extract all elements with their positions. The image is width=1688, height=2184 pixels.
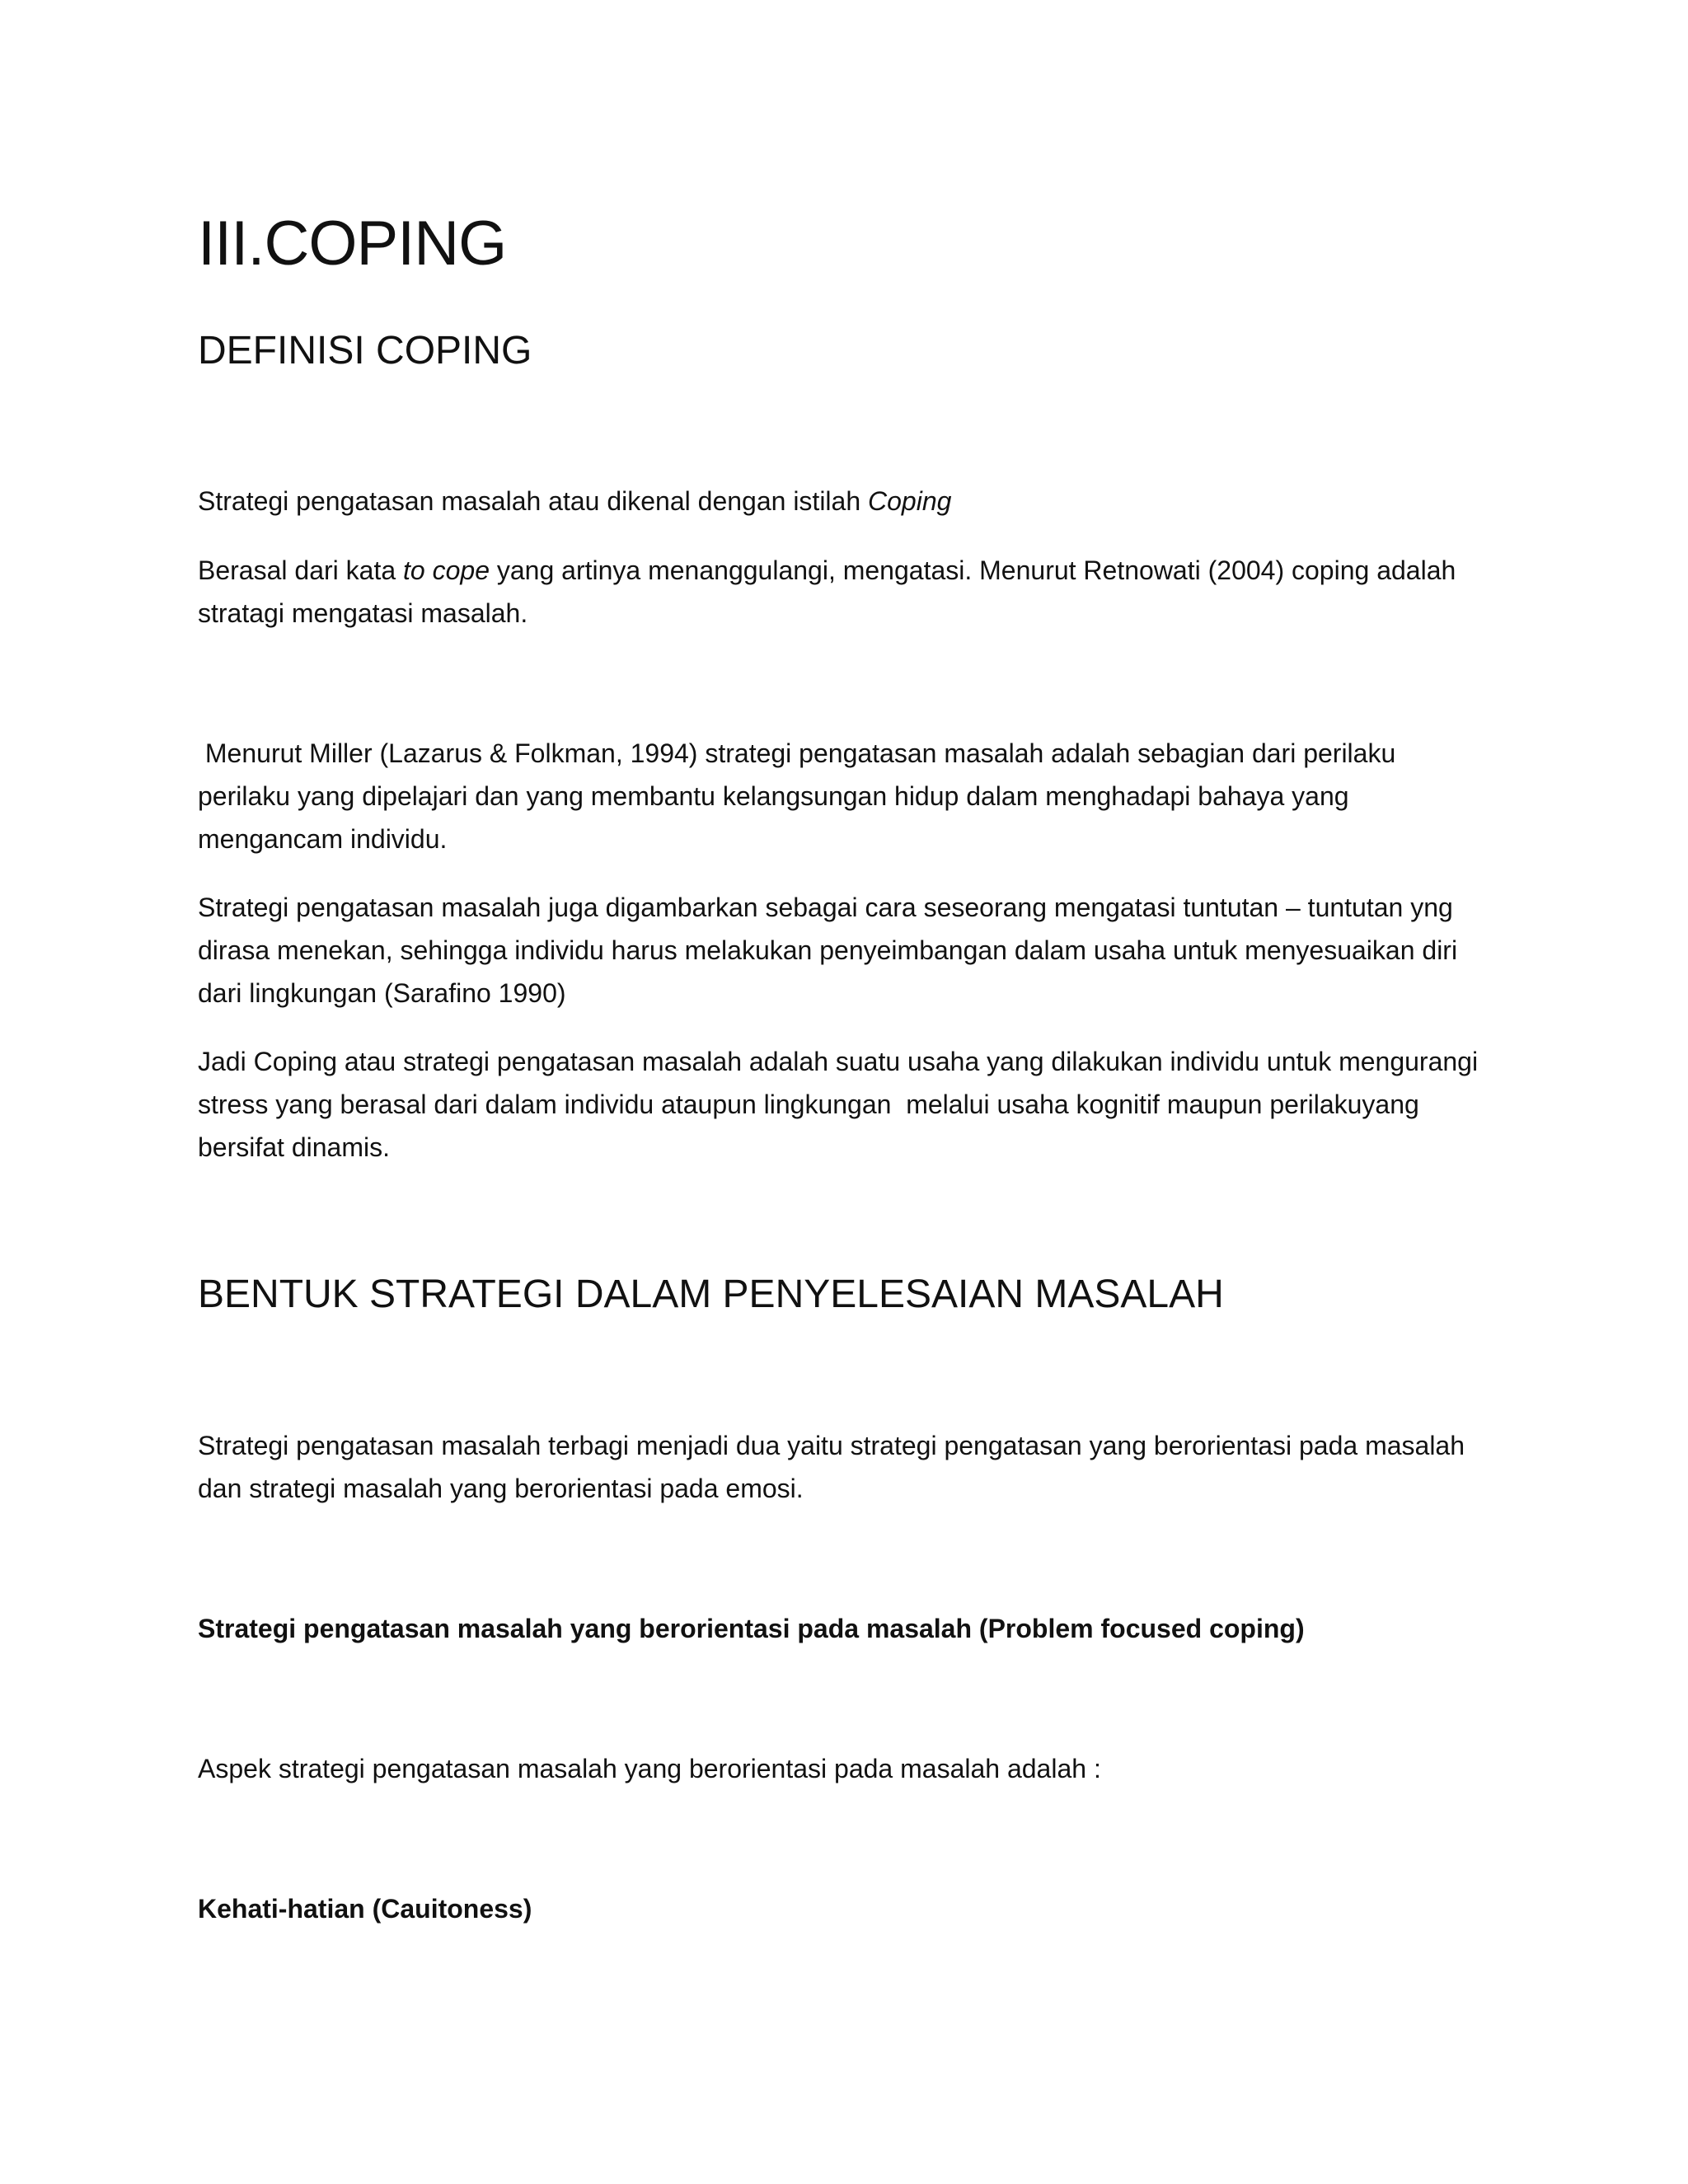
paragraph-text: Berasal dari kata (198, 555, 404, 585)
paragraph-bentuk-2: Aspek strategi pengatasan masalah yang berorientasi pada masalah adalah : (198, 1754, 1101, 1783)
paragraph-definisi-5: Jadi Coping atau strategi pengatasan masalah adalah suatu usaha yang dilakukan individu untuk mengurangi stress yang berasal dari dalam individu ataupun lingkungan melalui usaha kognitif maupun perilakuyang bersifat dinamis. (198, 1047, 1485, 1162)
paragraph-definisi-2 (198, 549, 1484, 635)
paragraph-text: Strategi pengatasan masalah atau dikenal dengan istilah (198, 486, 869, 516)
paragraph-text: yang artinya menanggulangi, mengatasi. Menurut Retnowati (2004) coping adalah stratagi mengatasi masalah. (198, 555, 1471, 628)
paragraph-definisi-1 (198, 480, 1484, 523)
subheading-problem-focused: Strategi pengatasan masalah yang berorientasi pada masalah (Problem focused coping) (198, 1614, 1305, 1643)
paragraph-definisi-4: Strategi pengatasan masalah juga digambarkan sebagai cara seseorang mengatasi tuntutan – tuntutan yng dirasa menekan, sehingga individu harus melakukan penyeimbangan dalam usaha untuk menyesuaikan diri dari lingkungan (Sarafino 1990) (198, 893, 1465, 1008)
section-heading-bentuk: BENTUK STRATEGI DALAM PENYELESAIAN MASALAH (198, 1272, 1224, 1316)
italic-term: Coping (868, 486, 952, 516)
page-title: III.COPING (198, 209, 507, 279)
subheading-kehati-hatian: Kehati-hatian (Cauitoness) (198, 1894, 532, 1924)
paragraph-definisi-3: Menurut Miller (Lazarus & Folkman, 1994) strategi pengatasan masalah adalah sebagian dari perilaku perilaku yang dipelajari dan yang membantu kelangsungan hidup dalam menghadapi bahaya yang mengancam individu. (198, 738, 1404, 854)
italic-term: to cope (403, 555, 490, 585)
section-heading-definisi: DEFINISI COPING (198, 329, 532, 373)
paragraph-bentuk-1: Strategi pengatasan masalah terbagi menjadi dua yaitu strategi pengatasan yang berorientasi pada masalah dan strategi masalah yang berorientasi pada emosi. (198, 1431, 1472, 1503)
